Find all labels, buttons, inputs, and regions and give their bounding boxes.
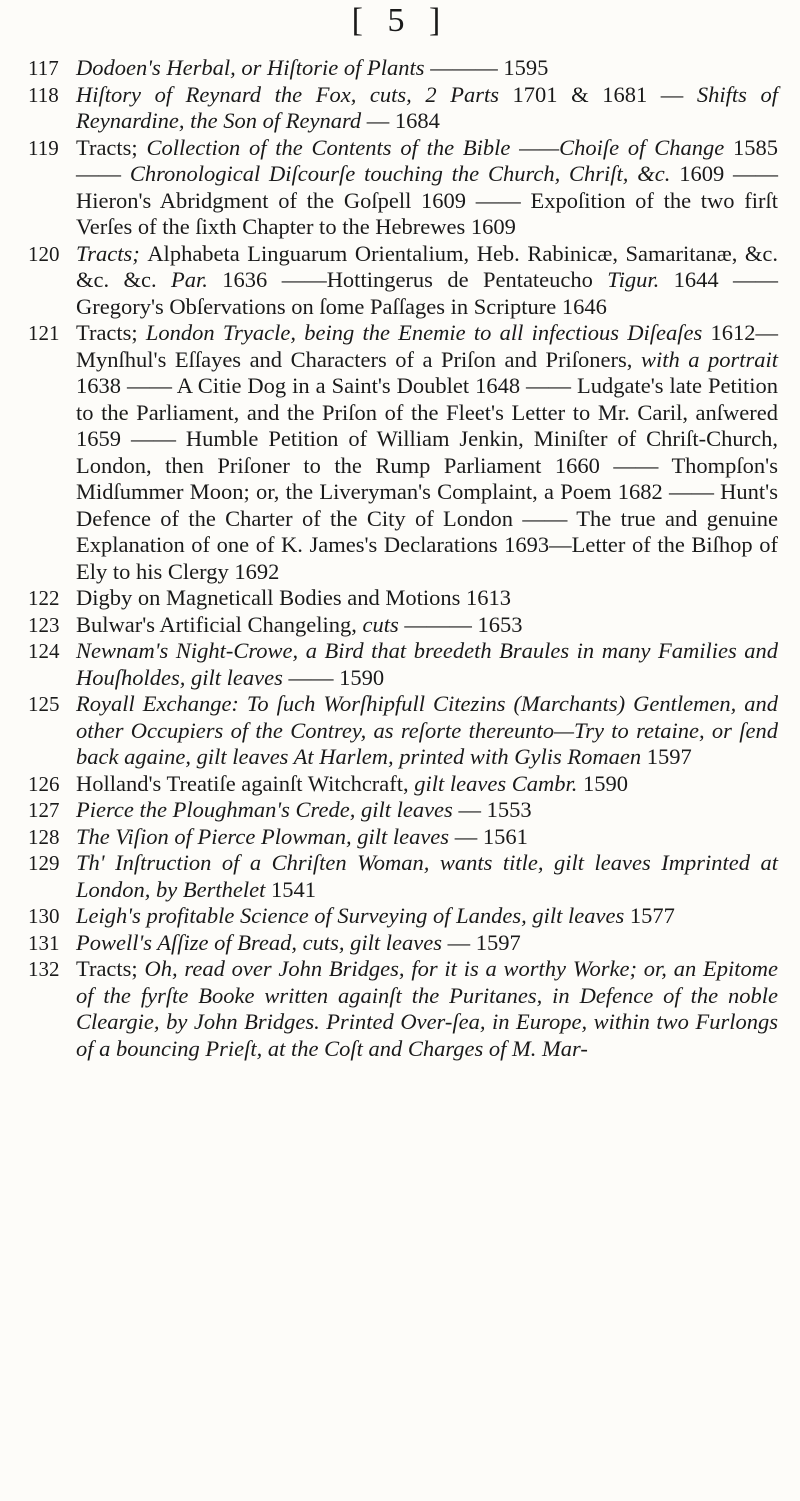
catalogue-entry <box>28 55 778 82</box>
entry-title-italic: The Viſion of Pierce Plowman, gilt leaves <box>76 823 450 849</box>
entry-number: 119 <box>28 135 59 160</box>
entry-text-roman: Bulwar's Artificial Changeling, <box>76 611 363 637</box>
entry-text <box>76 824 528 849</box>
catalogue-entry <box>28 824 778 851</box>
entry-text-roman: Holland's Treatiſe againſt Witchcraft, <box>76 770 415 796</box>
catalogue-entry <box>28 320 778 585</box>
catalogue-entry <box>28 612 778 639</box>
entry-text-roman: 1609 —— Hieron's Abridgment of the Goſpell 1609 —— Expoſition of the two firſt Verſes of the ſixth Chapter to the Hebrewes 1609 <box>76 161 778 239</box>
catalogue-entry <box>28 135 778 241</box>
entry-number: 117 <box>28 56 59 80</box>
entry-text <box>76 585 511 610</box>
entry-number: 130 <box>28 904 60 928</box>
entry-number: 128 <box>28 824 60 849</box>
entry-text <box>76 691 778 769</box>
entry-text <box>76 850 778 902</box>
entry-text-roman: Tracts; <box>76 956 145 981</box>
entry-text <box>76 135 778 240</box>
entry-number: 129 <box>28 851 60 875</box>
entry-text-roman: Digby on Magneticall Bodies and Motions 1613 <box>76 585 511 610</box>
entry-title-italic: Collection of the Contents of the Bible ——Choiſe of Change <box>146 134 725 160</box>
entry-text <box>76 82 778 134</box>
catalogue-entry <box>28 930 778 957</box>
entry-text-roman: 1612—Mynſhul's Eſſayes and Characters of a Priſon and Priſoners, <box>76 320 778 372</box>
catalogue-entry <box>28 691 778 771</box>
entry-title-italic: Par. <box>171 267 208 292</box>
page-number: [ 5 ] <box>351 2 449 39</box>
entry-title-italic: Tracts; <box>76 240 148 266</box>
entry-number: 127 <box>28 798 60 822</box>
entry-text-roman: 1597 <box>641 744 692 769</box>
entry-text-roman: — 1597 <box>442 929 521 955</box>
entry-text-roman: 1636 ——Hottingerus de Pentateucho <box>207 267 608 292</box>
entry-text-roman: 1644 —— Gregory's Obſervations on ſome Paſſages in Scripture 1646 <box>76 267 778 319</box>
entry-number: 122 <box>28 586 60 610</box>
entry-text-roman: 1541 <box>265 876 316 902</box>
entry-number: 126 <box>28 771 60 796</box>
entry-number: 121 <box>28 321 60 345</box>
entry-number: 118 <box>28 82 59 107</box>
entry-number: 123 <box>28 612 60 637</box>
catalogue-entries <box>28 55 778 1062</box>
entry-text <box>76 638 778 690</box>
entry-number: 120 <box>28 241 60 266</box>
entry-title-italic: Newnam's Night-Crowe, a Bird that breedeth Braules in many Families and Houſholdes, gilt leaves <box>76 638 778 690</box>
catalogue-entry <box>28 585 778 612</box>
entry-text-roman: — 1561 <box>449 823 528 849</box>
entry-text <box>76 930 521 955</box>
entry-text-roman: 1577 <box>624 903 675 928</box>
entry-title-italic: Shifts of Reynardine, the Son of Reynard <box>76 81 778 133</box>
entry-title-italic: London Tryacle, being the Enemie to all infectious Diſeaſes <box>145 320 703 345</box>
catalogue-entry <box>28 850 778 903</box>
entry-text-roman: ——— 1595 <box>424 55 549 80</box>
entry-title-italic: cuts <box>362 611 399 637</box>
entry-title-italic: Dodoen's Herbal, or Hiſtorie of Plants <box>76 55 425 80</box>
entry-title-italic: Hiſtory of Reynard the Fox, cuts, 2 Parts <box>76 81 499 107</box>
entry-text-roman: 1638 —— A Citie Dog in a Saint's Doublet 1648 —— Ludgate's late Petition to the Parliament, and the Priſon of the Fleet's Letter to Mr. Caril, anſwered 1659 —— Humble Petition of William Jenkin, Miniſter of Chriſt-Church, London, then Priſoner to the Rump Parliament 1660 —— Thompſon's Midſummer Moon; or, the Liveryman's Complaint, a Poem 1682 —— Hunt's Defence of the Charter of the City of London —— The true and genuine Explanation of one of K. James's Declarations 1693—Letter of the Biſhop of Ely to his Clergy 1692 <box>76 373 778 584</box>
entry-text-roman: — 1553 <box>452 797 532 822</box>
entry-text <box>76 612 523 637</box>
entry-text-roman: — 1684 <box>361 108 440 133</box>
entry-text <box>76 797 532 822</box>
entry-text <box>76 956 778 1061</box>
entry-text <box>76 55 548 80</box>
entry-title-italic: Powell's Aſſize of Bread, cuts, gilt leaves <box>76 929 443 955</box>
entry-text-roman: —— 1590 <box>282 664 385 690</box>
entry-title-italic: Oh, read over John Bridges, for it is a worthy Worke; or, an Epitome of the fyrſte Booke written againſt the Puritanes, in Defence of the noble Cleargie, by John Bridges. Printed Over-ſea, in Europe, within two Furlongs of a bouncing Prieſt, at the Coſt and Charges of M. Mar- <box>76 956 778 1061</box>
entry-text <box>76 241 778 319</box>
catalogue-entry <box>28 797 778 824</box>
catalogue-entry <box>28 638 778 691</box>
catalogue-entry <box>28 82 778 135</box>
entry-title-italic: Tigur. <box>607 267 660 292</box>
entry-title-italic: Chronological Diſcourſe touching the Church, Chriſt, &c. <box>129 161 671 186</box>
entry-title-italic: Leigh's profitable Science of Surveying of Landes, gilt leaves <box>76 903 625 928</box>
entry-text-roman: 1590 <box>577 770 629 796</box>
entry-text <box>76 903 675 928</box>
entry-number: 132 <box>28 957 60 981</box>
entry-text-roman: Tracts; <box>76 134 147 160</box>
catalogue-entry <box>28 956 778 1062</box>
entry-title-italic: Th' Inſtruction of a Chriſten Woman, wants title, gilt leaves Imprinted at London, by Berthelet <box>76 850 778 902</box>
entry-text-roman: 1701 & 1681 — <box>498 81 684 107</box>
catalogue-entry <box>28 771 778 798</box>
entry-text-roman: ——— 1653 <box>398 611 523 637</box>
entry-text-roman: Tracts; <box>76 320 146 345</box>
entry-text <box>76 320 778 584</box>
entry-number: 125 <box>28 692 60 716</box>
catalogue-entry <box>28 903 778 930</box>
entry-title-italic: Pierce the Ploughman's Crede, gilt leaves <box>76 797 453 822</box>
entry-title-italic: gilt leaves Cambr. <box>414 770 578 796</box>
entry-title-italic: with a portrait <box>640 346 778 372</box>
entry-number: 131 <box>28 930 60 955</box>
entry-number: 124 <box>28 639 60 663</box>
entry-text-roman: Alphabeta Linguarum Orientalium, Heb. Rabinicæ, Samaritanæ, &c. &c. &c. <box>76 240 778 292</box>
entry-title-italic: Royall Exchange: To ſuch Worſhipfull Citezins (Marchants) Gentlemen, and other Occupiers of the Contrey, as reſorte thereunto—Try to retaine, or ſend back againe, gilt leaves At Harlem, printed with Gylis Romaen <box>76 691 778 769</box>
entry-text <box>76 771 628 796</box>
catalogue-entry <box>28 241 778 321</box>
entry-text-roman: 1585 —— <box>76 134 779 186</box>
